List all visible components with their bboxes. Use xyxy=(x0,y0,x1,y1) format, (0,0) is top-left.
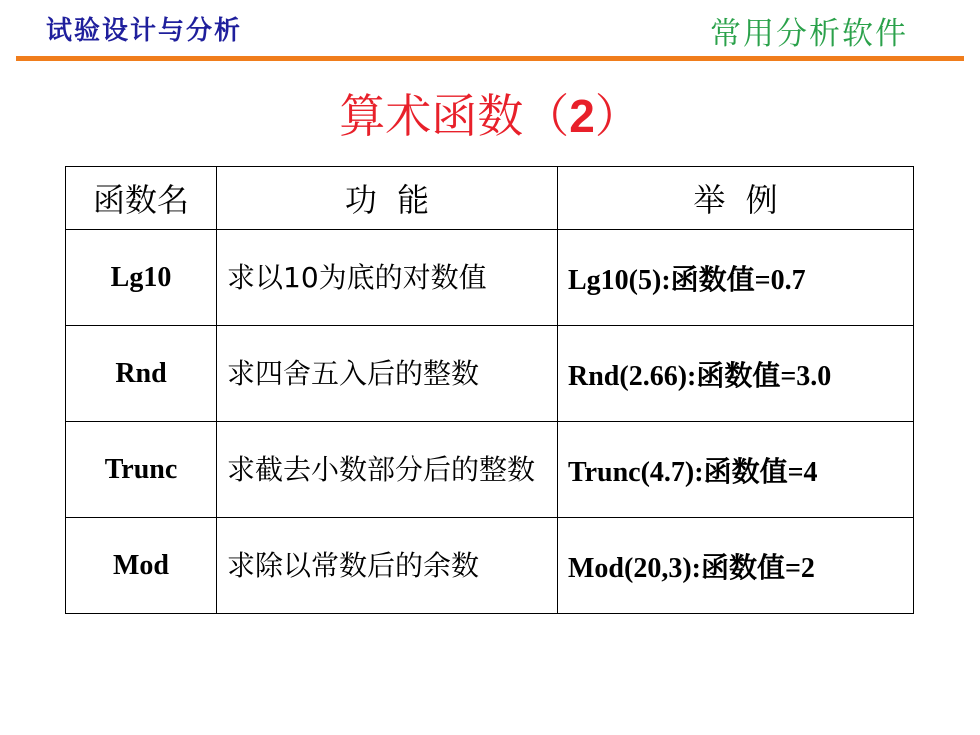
function-example: Trunc(4.7):函数值=4 xyxy=(558,422,914,518)
table-row xyxy=(66,326,914,422)
slide-title-number: 2 xyxy=(569,90,595,142)
header-function-name: 函数名 xyxy=(66,167,217,230)
function-description: 求除以常数后的余数 xyxy=(217,518,558,614)
function-name: Lg10 xyxy=(66,230,217,326)
function-name: Rnd xyxy=(66,326,217,422)
function-example: Mod(20,3):函数值=2 xyxy=(558,518,914,614)
table-row xyxy=(66,230,914,326)
slide-title xyxy=(0,80,980,146)
function-name: Trunc xyxy=(66,422,217,518)
section-title: 常用分析软件 xyxy=(710,16,908,52)
table-row xyxy=(66,422,914,518)
course-title: 试验设计与分析 xyxy=(46,16,243,46)
function-example: Rnd(2.66):函数值=3.0 xyxy=(558,326,914,422)
function-name: Mod xyxy=(66,518,217,614)
slide-title-prefix: 算术函数（ xyxy=(339,89,570,143)
header-divider xyxy=(16,56,964,61)
function-table xyxy=(65,166,914,614)
function-example: Lg10(5):函数值=0.7 xyxy=(558,230,914,326)
table-row xyxy=(66,518,914,614)
function-description: 求四舍五入后的整数 xyxy=(217,326,558,422)
function-description: 求以10为底的对数值 xyxy=(217,230,558,326)
slide-title-suffix: ） xyxy=(594,89,641,143)
function-description: 求截去小数部分后的整数 xyxy=(217,422,558,518)
header-example: 举 例 xyxy=(558,167,914,230)
header-function-desc: 功 能 xyxy=(217,167,558,230)
table-header-row xyxy=(66,167,914,230)
